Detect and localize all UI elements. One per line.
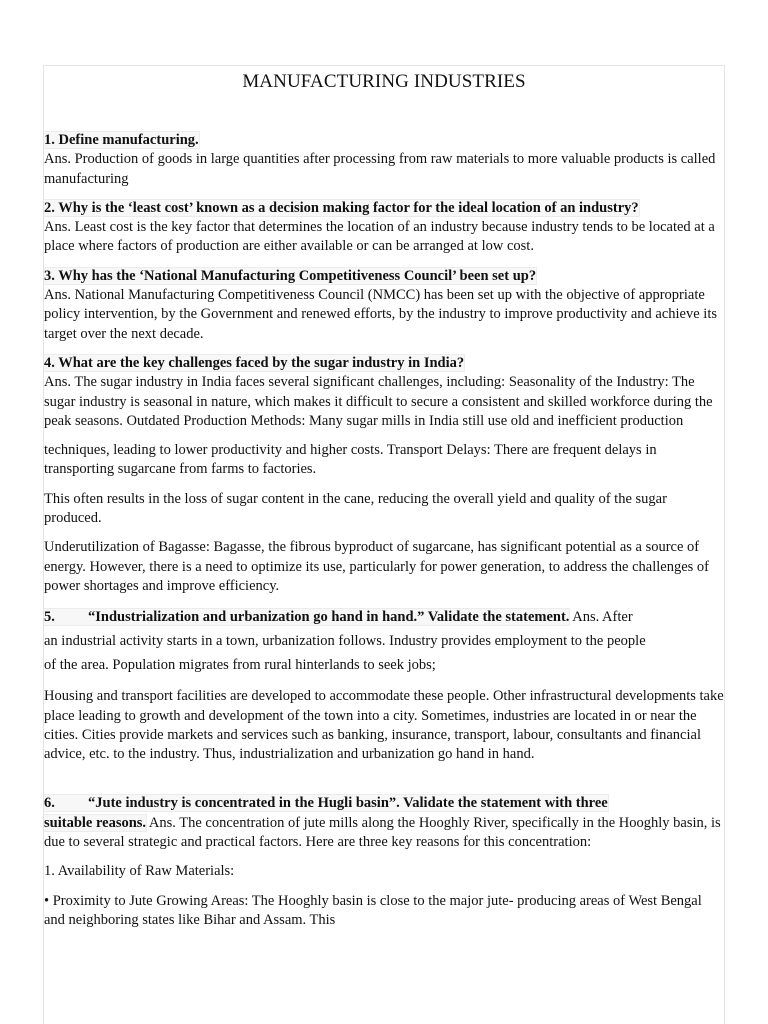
answer-6-bullet-1: • Proximity to Jute Growing Areas: The Hooghly basin is close to the major jute- producing areas of West Bengal and neighboring states like Bihar and Assam. This	[44, 892, 702, 928]
answer-5-line-3: of the area. Population migrates from rural hinterlands to seek jobs;	[44, 657, 436, 674]
question-1: 1. Define manufacturing.	[44, 132, 199, 148]
question-4: 4. What are the key challenges faced by the sugar industry in India?	[44, 354, 465, 371]
question-2: 2. Why is the ‘least cost’ known as a decision making factor for the ideal location of an industry?	[44, 199, 639, 216]
question-3: 3. Why has the ‘National Manufacturing Competitiveness Council’ been set up?	[44, 267, 537, 284]
answer-6: Ans. The concentration of jute mills along the Hooghly River, specifically in the Hooghly basin, is due to several strategic and practical factors. Here are three key reasons for this concentration:	[44, 814, 721, 851]
question-6-number: 6.	[44, 795, 55, 812]
answer-4-paragraph-3: This often results in the loss of sugar content in the cane, reducing the overall yield and quality of the sugar produced.	[44, 490, 667, 527]
question-5-number: 5.	[44, 609, 55, 626]
question-6-line-2: suitable reasons.	[44, 814, 147, 831]
page-title: MANUFACTURING INDUSTRIES	[242, 71, 526, 92]
answer-1: Ans. Production of goods in large quantities after processing from raw materials to more valuable products is called manufacturing	[44, 151, 716, 187]
question-block-6	[44, 794, 724, 852]
question-block-1	[44, 131, 724, 189]
answer-3: Ans. National Manufacturing Competitiveness Council (NMCC) has been set up with the objective of appropriate policy intervention, by the Government and renewed efforts, by the industry to improve productivity and achieve its target over the next decade.	[44, 287, 718, 342]
answer-5-paragraph-2: Housing and transport facilities are developed to accommodate these people. Other infrastructural developments take place leading to growth and development of the town into a city. Sometimes, industries are located in or near the cities. Cities provide markets and services such as banking, insurance, transport, labour, consultants and financial advice, etc. to the industry. Thus, industrialization and urbanization go hand in hand.	[44, 688, 724, 763]
question-block-3	[44, 267, 724, 344]
document-content	[44, 71, 724, 930]
question-block-4	[44, 354, 724, 431]
question-6	[44, 795, 608, 811]
question-5	[44, 609, 569, 625]
document-page	[43, 65, 725, 1024]
answer-4-paragraph-4: Underutilization of Bagasse: Bagasse, the fibrous byproduct of sugarcane, has significant potential as a source of energy. However, there is a need to optimize its use, particularly for power generation, to address the challenges of power shortages and improve efficiency.	[44, 539, 709, 594]
answer-5-line-2: an industrial activity starts in a town, urbanization follows. Industry provides employment to the people	[44, 633, 646, 650]
answer-4: Ans. The sugar industry in India faces several significant challenges, including: Seasonality of the Industry: The sugar industry is seasonal in nature, which makes it difficult to secure a consistent and skilled workforce during the peak seasons. Outdated Production Methods: Many sugar mills in India still use old and inefficient production	[44, 374, 713, 429]
answer-6-point-1: 1. Availability of Raw Materials:	[44, 863, 235, 880]
answer-2: Ans. Least cost is the key factor that determines the location of an industry because industry tends to be located at a place where factors of production are either available or can be arranged at low cost.	[44, 219, 715, 255]
question-block-5	[44, 605, 724, 677]
answer-5-start: Ans. After	[569, 609, 633, 626]
question-5-text: “Industrialization and urbanization go hand in hand.” Validate the statement.	[88, 609, 570, 626]
question-6-text-line-1: “Jute industry is concentrated in the Hugli basin”. Validate the statement with three	[88, 795, 608, 812]
answer-4-paragraph-2: techniques, leading to lower productivity and higher costs. Transport Delays: There are frequent delays in transporting sugarcane from farms to factories.	[44, 442, 657, 478]
question-block-2	[44, 199, 724, 257]
